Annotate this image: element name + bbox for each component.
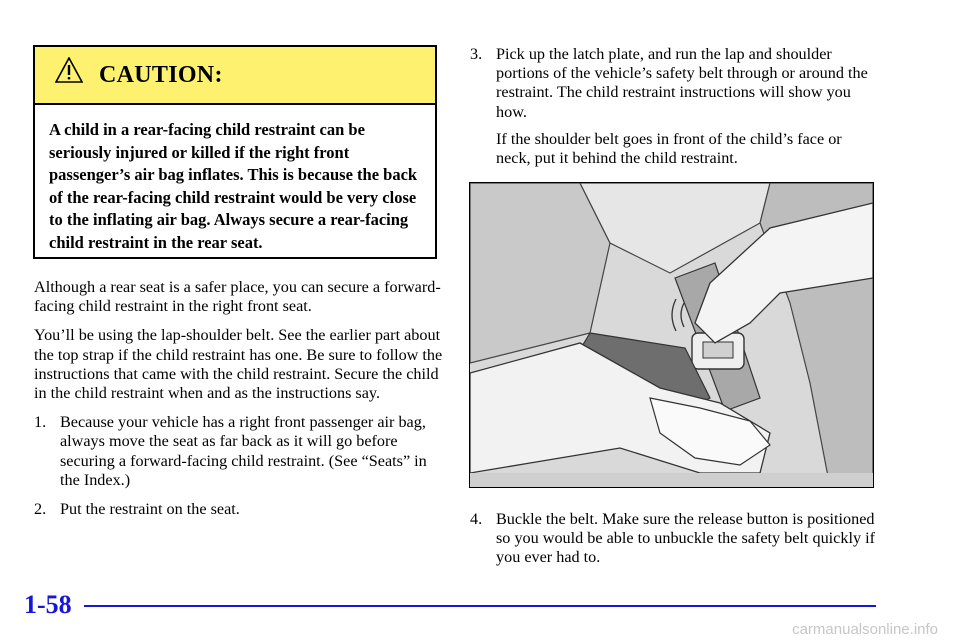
page-number: 1-58 (24, 590, 72, 619)
step-number: 1. (34, 413, 47, 432)
step-note: If the shoulder belt goes in front of the child’s face or neck, put it behind the child restraint. (496, 129, 842, 168)
caution-text: A child in a rear-facing child restraint can be seriously injured or killed if the right front passenger’s air bag inflates. This is because the back of the rear-facing child restraint would be very close to the inflating air bag. Always secure a rear-facing child restraint in the rear seat. (49, 120, 418, 252)
right-column-bottom (470, 510, 880, 578)
warning-triangle-icon (55, 57, 83, 83)
illustration-drawing (470, 183, 873, 487)
list-item (470, 510, 880, 568)
step-text: Because your vehicle has a right front passenger air bag, always move the seat as far back as it will go before securing a forward-facing child restraint. (See “Seats” in the Index.) (60, 413, 427, 489)
latch-plate-illustration (469, 182, 874, 488)
right-column-top (470, 45, 880, 168)
list-item (34, 500, 444, 519)
step-text: Put the restraint on the seat. (60, 500, 240, 519)
step-number: 3. (470, 45, 483, 63)
step-number: 4. (470, 510, 483, 528)
step-number: 2. (34, 500, 47, 519)
left-column (34, 278, 444, 529)
lap-shoulder-paragraph: You’ll be using the lap-shoulder belt. See the earlier part about the top strap if the child restraint has one. Be sure to follow the instructions that came with the child restraint. Secure the child in the child restraint when and as the instructions say. (34, 326, 443, 403)
footer-rule (84, 605, 876, 607)
list-item (470, 45, 880, 122)
caution-title: CAUTION: (99, 62, 223, 88)
list-item (34, 413, 444, 490)
caution-header (35, 47, 435, 105)
caution-box (33, 45, 437, 259)
watermark: carmanualsonline.info (792, 621, 938, 638)
step-text: Pick up the latch plate, and run the lap and shoulder portions of the vehicle’s safety belt through or around the restraint. The child restraint instructions will show you how. (496, 45, 868, 121)
step-text: Buckle the belt. Make sure the release button is positioned so you would be able to unbuckle the safety belt quickly if you ever had to. (496, 510, 875, 567)
intro-paragraph: Although a rear seat is a safer place, you can secure a forward-facing child restraint in the right front seat. (34, 278, 441, 316)
